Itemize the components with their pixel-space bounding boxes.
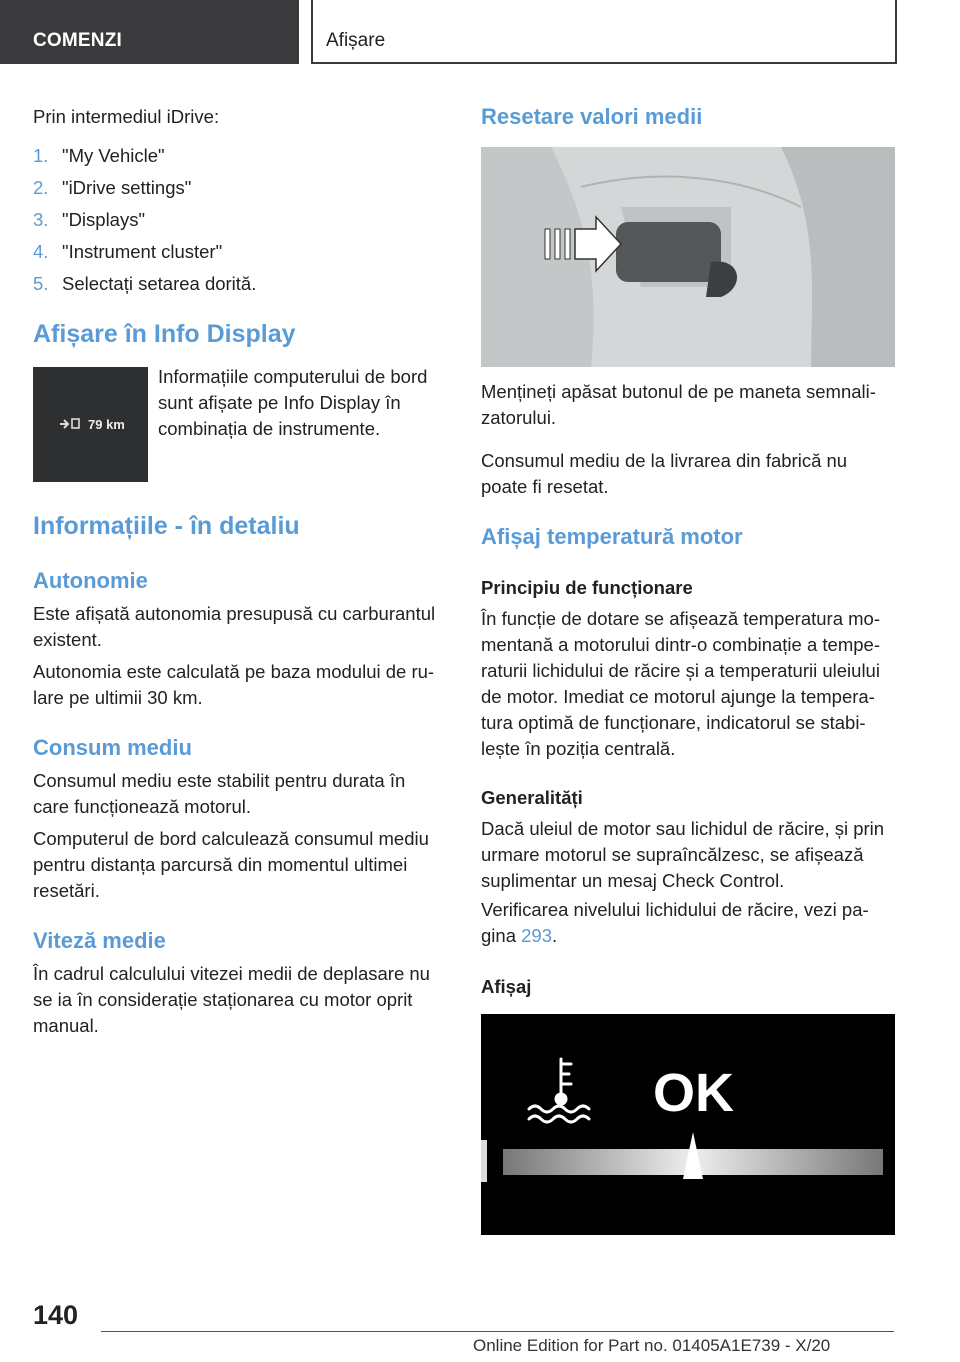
temp-ok-label: OK [653,1063,734,1123]
heading-details: Informațiile - în detaliu [33,512,300,540]
list-item: 4. "Instrument cluster" [33,241,223,262]
principiu-p: În funcție de dotare se afișează temperatura mo- mentană a motorului dintr-o combinație a tempe- raturii lichidului de răcire și a temperaturii uleiului de motor. Imediat ce motorul ajunge la tempera- tura optimă de funcționare, indicatorul se stabi- lește în poziția centrală. [481,608,880,759]
info-display-text: Informațiile computerului de bord sunt afișate pe Info Display în combinația de instrumente. [158,366,428,439]
viteza-p: În cadrul calculului vitezei medii de deplasare nu se ia în considerație staționarea cu motor oprit manual. [33,963,430,1036]
heading-general: Generalități [481,787,583,808]
heading-reset: Resetare valori medii [481,104,703,129]
heading-consum: Consum mediu [33,735,192,760]
heading-autonomie: Autonomie [33,568,148,593]
reset-p2: Consumul mediu de la livrarea din fabrică nu poate fi resetat. [481,450,848,497]
heading-afisaj: Afișaj [481,976,532,997]
page-link[interactable]: 293 [521,925,552,946]
list-item: 1. "My Vehicle" [33,145,165,166]
list-item: 3. "Displays" [33,209,146,230]
autonomie-p1: Este afișată autonomia presupusă cu carburantul existent. [33,603,436,650]
list-item: 2. "iDrive settings" [33,177,192,198]
footer-rule [101,1331,894,1332]
gauge-left-cap [481,1140,487,1182]
temp-gauge [481,1014,895,1235]
list-item: 5. Selectați setarea dorită. [33,273,257,294]
consum-p2: Computerul de bord calculează consumul mediu pentru distanța parcursă din momentul ultimei resetări. [33,828,429,901]
reset-p1: Mențineți apăsat butonul de pe maneta semnali- zatorului. [481,381,876,428]
intro-text: Prin intermediul iDrive: [33,106,220,127]
engine-temp-display-image [481,1014,895,1235]
range-value: 79 km [88,417,125,432]
edition-text: Online Edition for Part no. 01405A1E739 - X/20 [473,1336,831,1355]
general-p2: Verificarea nivelului lichidului de răcire, vezi pa- gina 293. [481,899,869,946]
general-p1: Dacă uleiul de motor sau lichidul de răcire, și prin urmare motorul se supraîncălzesc, se afișează suplimentar un mesaj Check Control. [481,818,885,891]
page-number: 140 [33,1300,79,1330]
chapter-title: Afișare [326,30,386,51]
lever-illustration [481,147,895,367]
heading-temp: Afișaj temperatură motor [481,524,743,549]
autonomie-p2: Autonomia este calculată pe baza modului de ru- lare pe ultimii 30 km. [33,661,435,708]
info-display-image [33,367,148,482]
turn-signal-lever-image [481,147,895,367]
consum-p1: Consumul mediu este stabilit pentru durata în care funcționează motorul. [33,770,406,817]
steps-list [33,143,256,297]
section-tab [0,0,299,64]
heading-principiu: Principiu de funcționare [481,577,693,598]
chapter-tab [311,0,897,64]
heading-info-display: Afișare în Info Display [33,320,296,348]
section-title: COMENZI [33,30,123,51]
heading-viteza: Viteză medie [33,928,166,953]
